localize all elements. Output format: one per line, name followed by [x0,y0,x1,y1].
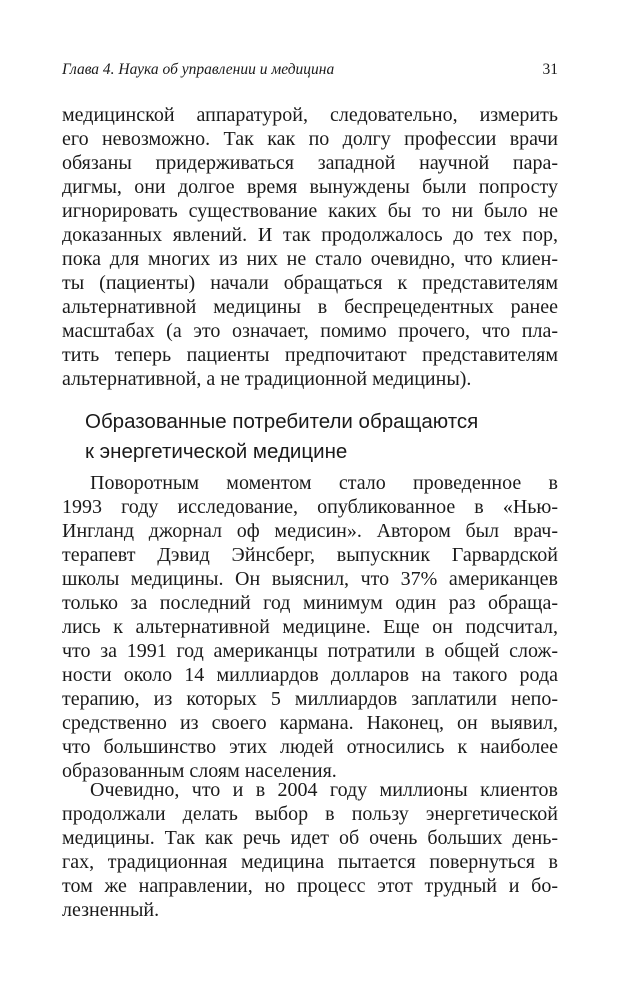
text-line: лись к альтернативной медицине. Еще он подсчитал, [62,616,558,638]
running-head [62,59,558,81]
section-heading-line-2: к энергетической медицине [85,440,348,463]
text-line: медицинской аппаратурой, следовательно, измерить [62,104,558,126]
text-line: альтернативной, а не традиционной медицины). [62,368,472,390]
text-line: обязаны придерживаться западной научной пара- [62,152,558,174]
section-heading [85,407,558,467]
section-heading-line-1: Образованные потребители обращаются [85,410,479,433]
text-line: терапевт Дэвид Эйнсберг, выпускник Гарвардской [62,544,558,566]
text-line: терапию, из которых 5 миллиардов заплатили непо- [62,688,558,710]
text-line: его невозможно. Так как по долгу профессии врачи [62,128,558,150]
text-line: Поворотным моментом стало проведенное в [90,472,558,494]
paragraph-1 [62,103,558,391]
text-line: тить теперь пациенты предпочитают представителям [62,344,558,366]
text-line: образованным слоям населения. [62,760,337,782]
text-line: только за последний год минимум один раз обраща- [62,592,558,614]
text-line: масштабах (а это означает, помимо прочего, что пла- [62,320,558,342]
page-number: 31 [542,61,558,78]
text-line: Ингланд джорнал оф медисин». Автором был врач- [62,520,558,542]
chapter-title: Глава 4. Наука об управлении и медицина [62,61,335,78]
text-line: Очевидно, что и в 2004 году миллионы клиентов [90,779,558,801]
text-line: дигмы, они долгое время вынуждены были попросту [62,176,558,198]
text-line: игнорировать существование каких бы то ни было не [62,200,558,222]
text-line: продолжали делать выбор в пользу энергетической [62,803,558,825]
text-line: средственно из своего кармана. Наконец, он выявил, [62,712,558,734]
text-line: медицины. Так как речь идет об очень больших день- [62,827,558,849]
text-line: ты (пациенты) начали обращаться к представителям [62,272,558,294]
text-line: доказанных явлений. И так продолжалось до тех пор, [62,224,558,246]
paragraph-3 [62,778,558,922]
paragraph-2 [62,471,558,783]
text-line: том же направлении, но процесс этот трудный и бо- [62,875,558,897]
text-line: ности около 14 миллиардов долларов на такого рода [62,664,558,686]
text-line: лезненный. [62,899,160,921]
text-line: пока для многих из них не стало очевидно, что клиен- [62,248,558,270]
text-line: 1993 году исследование, опубликованное в «Нью- [62,496,558,518]
text-line: школы медицины. Он выяснил, что 37% американцев [62,568,558,590]
text-line: что за 1991 год американцы потратили в общей слож- [62,640,558,662]
book-page [62,0,558,1000]
text-line: альтернативной медицины в беспрецедентных ранее [62,296,558,318]
text-line: что большинство этих людей относились к наиболее [62,736,558,758]
text-line: гах, традиционная медицина пытается повернуться в [62,851,558,873]
